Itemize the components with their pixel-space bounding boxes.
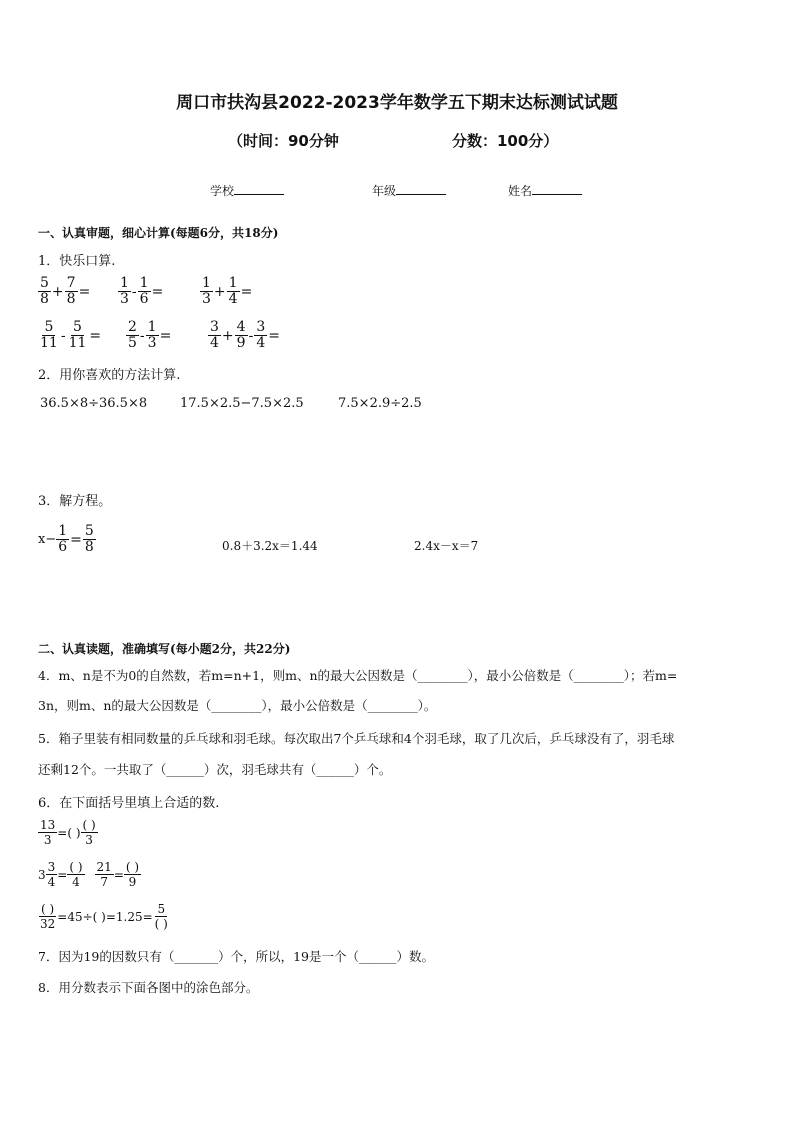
fraction-numerator: 1 bbox=[228, 275, 238, 291]
fraction-denominator: 4 bbox=[256, 335, 266, 351]
q6-l1-mid: =( ) bbox=[57, 825, 81, 840]
fraction-numerator: 1 bbox=[202, 275, 211, 291]
fraction-numerator: ( ) bbox=[41, 902, 55, 916]
fraction-denominator: 8 bbox=[40, 291, 49, 307]
grade-blank bbox=[396, 182, 446, 195]
q3-eq-3: 2.4x－x＝7 bbox=[414, 539, 479, 553]
page-title: 周口市扶沟县2022-2023学年数学五下期末达标测试试题 bbox=[176, 93, 618, 113]
q1-item-5 bbox=[126, 320, 172, 351]
fraction-denominator: 7 bbox=[100, 875, 108, 889]
fraction-numerator: 3 bbox=[256, 319, 266, 335]
school-blank bbox=[234, 182, 284, 195]
q6-l2-whole: 3 bbox=[38, 867, 46, 882]
fraction-denominator: 9 bbox=[128, 875, 137, 889]
fraction-denominator: 11 bbox=[68, 335, 87, 351]
fraction-denominator: 32 bbox=[40, 917, 56, 931]
q6-label: 6．在下面括号里填上合适的数. bbox=[38, 796, 220, 811]
section2-heading: 二、认真读题，准确填写(每小题2分，共22分) bbox=[38, 642, 291, 656]
operator: - bbox=[60, 327, 66, 344]
fraction-numerator: 5 bbox=[40, 275, 49, 291]
q2-expr-1: 36.5×8÷36.5×8 bbox=[40, 396, 148, 411]
name-label: 姓名 bbox=[508, 184, 533, 198]
fraction-numerator: 4 bbox=[236, 319, 246, 335]
fraction-denominator: 9 bbox=[236, 335, 246, 351]
school-label: 学校 bbox=[210, 184, 235, 198]
fraction-denominator: ( ) bbox=[154, 917, 168, 931]
operator: + bbox=[213, 283, 226, 300]
fraction-denominator: 4 bbox=[72, 875, 80, 889]
operator: - bbox=[139, 327, 145, 344]
q4-line-1: 4．m、n是不为0的自然数，若m=n+1，则m、n的最大公因数是（________），最小公倍数是（________）；若m= bbox=[38, 668, 678, 683]
equals: = bbox=[113, 867, 124, 882]
equals: = bbox=[57, 867, 68, 882]
q3-eq-2: 0.8＋3.2x＝1.44 bbox=[222, 539, 318, 553]
q6-line-3 bbox=[38, 902, 170, 931]
school-field bbox=[210, 182, 284, 199]
fraction-denominator: 6 bbox=[58, 539, 68, 555]
name-field bbox=[508, 182, 582, 199]
equals: = bbox=[268, 327, 280, 344]
fraction-numerator: 5 bbox=[84, 523, 94, 539]
fraction-denominator: 8 bbox=[84, 539, 94, 555]
fraction-numerator: 21 bbox=[96, 860, 112, 874]
equals: = bbox=[240, 283, 253, 300]
score-label: 分数：100分） bbox=[452, 132, 559, 150]
q6-l3-mid: =45÷( )=1.25= bbox=[57, 909, 153, 924]
time-label: （时间：90分钟 bbox=[228, 132, 339, 150]
grade-label: 年级 bbox=[372, 184, 397, 198]
operator: - bbox=[248, 327, 254, 344]
q3-eq-1 bbox=[38, 524, 96, 555]
q2-label: 2．用你喜欢的方法计算. bbox=[38, 368, 181, 383]
fraction-numerator: 3 bbox=[210, 319, 219, 335]
fraction-numerator: 13 bbox=[40, 818, 56, 832]
equals: = bbox=[89, 327, 102, 344]
fraction-denominator: 3 bbox=[147, 335, 157, 351]
fraction-numerator: ( ) bbox=[69, 860, 83, 874]
fraction-denominator: 11 bbox=[40, 335, 58, 351]
fraction-denominator: 6 bbox=[139, 291, 149, 307]
equals: = bbox=[151, 283, 164, 300]
equals: = bbox=[78, 283, 91, 300]
fraction-denominator: 5 bbox=[128, 335, 137, 351]
q3-label: 3．解方程。 bbox=[38, 494, 112, 509]
fraction-numerator: 1 bbox=[147, 319, 157, 335]
fraction-denominator: 3 bbox=[43, 833, 52, 847]
fraction-numerator: 1 bbox=[120, 275, 129, 291]
fraction-numerator: 1 bbox=[58, 523, 68, 539]
name-blank bbox=[532, 182, 582, 195]
fraction-denominator: 3 bbox=[85, 833, 93, 847]
q6-line-2 bbox=[38, 860, 141, 889]
fraction-numerator: 3 bbox=[47, 860, 56, 874]
q1-item-6 bbox=[208, 320, 281, 351]
eq1-lhs: x− bbox=[38, 532, 57, 547]
fraction-numerator: 2 bbox=[128, 319, 137, 335]
q2-expr-3: 7.5×2.9÷2.5 bbox=[338, 396, 422, 411]
q5-line-2: 还剩12个。一共取了（______）次，羽毛球共有（______）个。 bbox=[38, 762, 392, 777]
fraction-denominator: 8 bbox=[66, 291, 76, 307]
q1-item-2 bbox=[118, 276, 164, 307]
fraction-denominator: 3 bbox=[202, 291, 211, 307]
fraction-denominator: 3 bbox=[120, 291, 129, 307]
grade-field bbox=[372, 182, 446, 199]
q1-item-1 bbox=[38, 276, 91, 307]
q8-text: 8．用分数表示下面各图中的涂色部分。 bbox=[38, 980, 259, 995]
q6-line-1 bbox=[38, 818, 98, 847]
q4-line-2: 3n，则m、n的最大公因数是（________），最小公倍数是（________）。 bbox=[38, 698, 437, 713]
fraction-denominator: 4 bbox=[210, 335, 219, 351]
fraction-numerator: 1 bbox=[139, 275, 149, 291]
fraction-numerator: ( ) bbox=[125, 860, 140, 874]
operator: + bbox=[51, 283, 64, 300]
q1-label: 1．快乐口算. bbox=[38, 254, 116, 269]
fraction-denominator: 4 bbox=[228, 291, 238, 307]
q5-line-1: 5．箱子里装有相同数量的乒乓球和羽毛球。每次取出7个乒乓球和4个羽毛球，取了几次后，乒乓球没有了，羽毛球 bbox=[38, 731, 675, 746]
fraction-numerator: 5 bbox=[73, 319, 82, 335]
equals: = bbox=[159, 327, 172, 344]
operator: - bbox=[131, 283, 137, 300]
q7-text: 7．因为19的因数只有（_______）个，所以，19是一个（______）数。 bbox=[38, 949, 435, 964]
fraction-numerator: 7 bbox=[66, 275, 76, 291]
operator: + bbox=[221, 327, 234, 344]
q1-item-3 bbox=[200, 276, 253, 307]
fraction-numerator: ( ) bbox=[82, 818, 96, 832]
q1-item-4 bbox=[38, 320, 102, 351]
fraction-numerator: 5 bbox=[157, 902, 166, 916]
fraction-numerator: 5 bbox=[44, 319, 54, 335]
fraction-denominator: 4 bbox=[47, 875, 56, 889]
section1-heading: 一、认真审题，细心计算(每题6分，共18分) bbox=[38, 226, 279, 240]
q2-expr-2: 17.5×2.5−7.5×2.5 bbox=[180, 396, 304, 411]
equals: = bbox=[70, 531, 82, 548]
